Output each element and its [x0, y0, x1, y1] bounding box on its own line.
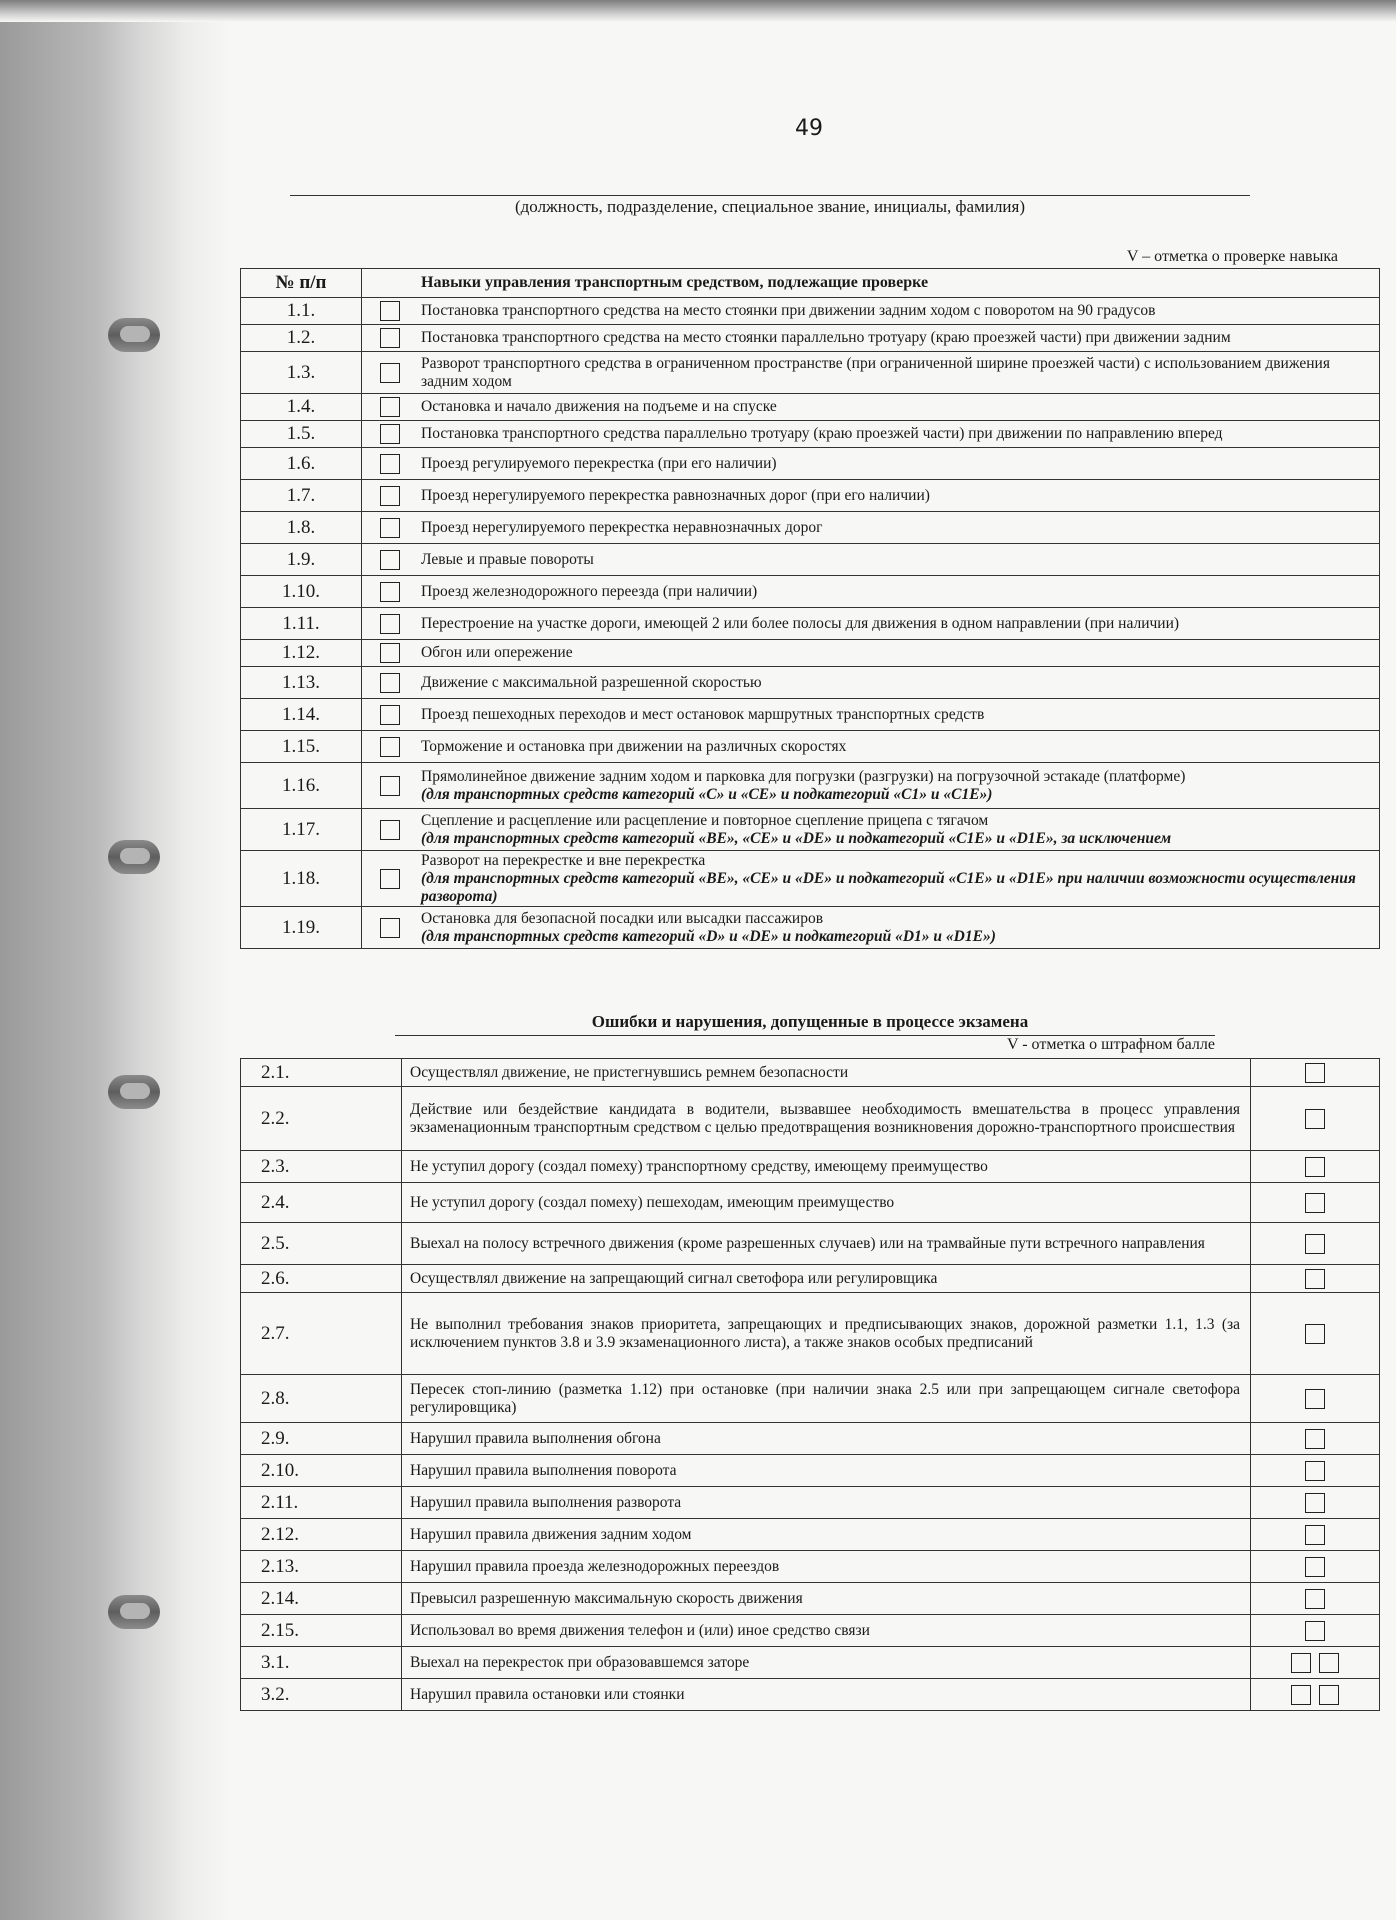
- skill-row: [241, 809, 1380, 851]
- penalty-box-cell: [1251, 1223, 1380, 1265]
- penalty-checkbox[interactable]: [1291, 1653, 1311, 1673]
- error-row: [241, 1487, 1380, 1519]
- penalty-box-cell: [1251, 1265, 1380, 1293]
- skill-subtext: (для транспортных средств категорий «С» и «СЕ» и подкатегорий «С1» и «С1Е»): [421, 785, 993, 803]
- error-row: [241, 1293, 1380, 1375]
- error-row: [241, 1223, 1380, 1265]
- skill-checkbox-cell: [362, 544, 418, 576]
- penalty-checkbox[interactable]: [1305, 1234, 1325, 1254]
- skill-number: 1.15.: [241, 731, 362, 763]
- skill-description: [417, 394, 1380, 421]
- penalty-box-cell: [1251, 1647, 1380, 1679]
- skill-row: [241, 907, 1380, 949]
- skill-checkbox[interactable]: [380, 614, 400, 634]
- error-number: 2.10.: [241, 1455, 402, 1487]
- binder-ring: [108, 1075, 160, 1109]
- skill-checkbox[interactable]: [380, 301, 400, 321]
- skills-table-body: [241, 298, 1380, 949]
- skill-number: 1.9.: [241, 544, 362, 576]
- skill-checkbox-cell: [362, 421, 418, 448]
- errors-legend: V - отметка о штрафном балле: [395, 1035, 1215, 1054]
- error-number: 2.1.: [241, 1059, 402, 1087]
- penalty-box-cell: [1251, 1059, 1380, 1087]
- skill-description: [417, 512, 1380, 544]
- skill-text: Левые и правые повороты: [421, 550, 594, 568]
- skill-description: [417, 352, 1380, 394]
- skill-text: Перестроение на участке дороги, имеющей 2 или более полосы для движения в одном направлении (при наличии): [421, 614, 1180, 632]
- scan-top-edge: [0, 0, 1396, 22]
- skill-description: [417, 421, 1380, 448]
- page-number: 49: [795, 116, 823, 141]
- penalty-checkbox[interactable]: [1305, 1589, 1325, 1609]
- skill-description: [417, 640, 1380, 667]
- binder-ring: [108, 840, 160, 874]
- skill-text: Прямолинейное движение задним ходом и парковка для погрузки (разгрузки) на погрузочной эстакаде (платформе): [421, 767, 1186, 785]
- skill-description: [417, 763, 1380, 809]
- error-number: 2.3.: [241, 1151, 402, 1183]
- skill-checkbox-cell: [362, 731, 418, 763]
- skill-checkbox-cell: [362, 448, 418, 480]
- skill-number: 1.14.: [241, 699, 362, 731]
- skill-number: 1.1.: [241, 298, 362, 325]
- skill-checkbox-cell: [362, 640, 418, 667]
- penalty-box-cell: [1251, 1679, 1380, 1711]
- checkbox-col-header: [362, 269, 418, 298]
- skill-checkbox[interactable]: [380, 582, 400, 602]
- error-number: 2.12.: [241, 1519, 402, 1551]
- skill-text: Постановка транспортного средства на место стоянки параллельно тротуару (краю проезжей части) при движении задним: [421, 329, 1231, 346]
- skill-checkbox[interactable]: [380, 397, 400, 417]
- skill-text: Обгон или опережение: [421, 644, 573, 661]
- skill-row: [241, 421, 1380, 448]
- skill-row: [241, 608, 1380, 640]
- skill-row: [241, 480, 1380, 512]
- skill-checkbox[interactable]: [380, 550, 400, 570]
- skill-text: Сцепление и расцепление или расцепление и повторное сцепление прицепа с тягачом: [421, 811, 989, 829]
- skill-checkbox[interactable]: [380, 737, 400, 757]
- skill-row: [241, 763, 1380, 809]
- error-description: Выехал на перекресток при образовавшемся заторе: [402, 1647, 1251, 1679]
- skill-text: Остановка для безопасной посадки или высадки пассажиров: [421, 909, 824, 927]
- skill-checkbox-cell: [362, 480, 418, 512]
- error-row: [241, 1183, 1380, 1223]
- penalty-checkbox[interactable]: [1305, 1621, 1325, 1641]
- skill-text: Проезд пешеходных переходов и мест остановок маршрутных транспортных средств: [421, 705, 985, 723]
- penalty-checkbox[interactable]: [1319, 1653, 1339, 1673]
- skill-number: 1.3.: [241, 352, 362, 394]
- skill-checkbox[interactable]: [380, 820, 400, 840]
- error-description: Нарушил правила выполнения обгона: [402, 1423, 1251, 1455]
- skill-checkbox[interactable]: [380, 869, 400, 889]
- skill-checkbox[interactable]: [380, 918, 400, 938]
- skill-checkbox-cell: [362, 851, 418, 907]
- error-description: Нарушил правила выполнения разворота: [402, 1487, 1251, 1519]
- skill-text: Проезд регулируемого перекрестка (при его наличии): [421, 454, 777, 472]
- error-row: [241, 1679, 1380, 1711]
- skill-checkbox[interactable]: [380, 776, 400, 796]
- error-number: 2.7.: [241, 1293, 402, 1375]
- signature-line: [290, 195, 1250, 196]
- skill-number: 1.8.: [241, 512, 362, 544]
- skill-row: [241, 448, 1380, 480]
- skills-table: [240, 268, 1380, 949]
- error-description: Превысил разрешенную максимальную скорость движения: [402, 1583, 1251, 1615]
- skill-row: [241, 325, 1380, 352]
- error-row: [241, 1151, 1380, 1183]
- skill-description: [417, 851, 1380, 907]
- penalty-checkbox[interactable]: [1319, 1685, 1339, 1705]
- penalty-box-cell: [1251, 1551, 1380, 1583]
- skill-text: Разворот транспортного средства в ограниченном пространстве (при ограниченной ширине проезжей части) с использованием движения задним ходом: [421, 354, 1330, 390]
- skill-text: Остановка и начало движения на подъеме и на спуске: [421, 398, 777, 415]
- error-number: 3.1.: [241, 1647, 402, 1679]
- penalty-box-cell: [1251, 1583, 1380, 1615]
- skill-checkbox-cell: [362, 394, 418, 421]
- penalty-box-cell: [1251, 1455, 1380, 1487]
- skill-description: [417, 608, 1380, 640]
- errors-table: [240, 1058, 1380, 1711]
- errors-table-body: [241, 1059, 1380, 1711]
- error-row: [241, 1059, 1380, 1087]
- signature-caption: (должность, подразделение, специальное звание, инициалы, фамилия): [514, 197, 1026, 216]
- penalty-checkbox[interactable]: [1305, 1193, 1325, 1213]
- skill-subtext: (для транспортных средств категорий «ВЕ», «СЕ» и «DE» и подкатегорий «С1Е» и «D1E» при наличии возможности осуществления разворота): [421, 869, 1356, 905]
- skill-description: [417, 298, 1380, 325]
- skill-number: 1.12.: [241, 640, 362, 667]
- skill-checkbox[interactable]: [380, 454, 400, 474]
- skill-checkbox[interactable]: [380, 363, 400, 383]
- skill-row: [241, 544, 1380, 576]
- skill-checkbox-cell: [362, 512, 418, 544]
- skill-number: 1.4.: [241, 394, 362, 421]
- skill-text: Торможение и остановка при движении на различных скоростях: [421, 737, 847, 755]
- penalty-checkbox[interactable]: [1305, 1429, 1325, 1449]
- penalty-box-cell: [1251, 1423, 1380, 1455]
- col-title-header: Навыки управления транспортным средством, подлежащие проверке: [417, 269, 1380, 298]
- error-description: Нарушил правила остановки или стоянки: [402, 1679, 1251, 1711]
- error-row: [241, 1455, 1380, 1487]
- skill-row: [241, 394, 1380, 421]
- skill-description: [417, 699, 1380, 731]
- skill-checkbox[interactable]: [380, 643, 400, 663]
- skill-number: 1.2.: [241, 325, 362, 352]
- error-number: 2.15.: [241, 1615, 402, 1647]
- skill-description: [417, 731, 1380, 763]
- error-description: Пересек стоп-линию (разметка 1.12) при остановке (при наличии знака 2.5 или при запрещающем сигнале светофора регулировщика): [402, 1375, 1251, 1423]
- penalty-checkbox[interactable]: [1305, 1461, 1325, 1481]
- penalty-checkbox[interactable]: [1305, 1324, 1325, 1344]
- skill-row: [241, 667, 1380, 699]
- penalty-checkbox[interactable]: [1305, 1109, 1325, 1129]
- skill-checkbox[interactable]: [380, 673, 400, 693]
- penalty-checkbox[interactable]: [1291, 1685, 1311, 1705]
- skill-row: [241, 731, 1380, 763]
- error-description: Нарушил правила движения задним ходом: [402, 1519, 1251, 1551]
- skill-text: Проезд нерегулируемого перекрестка равнозначных дорог (при его наличии): [421, 486, 930, 504]
- error-row: [241, 1265, 1380, 1293]
- skill-subtext: (для транспортных средств категорий «ВЕ», «СЕ» и «DE» и подкатегорий «С1Е» и «D1E», за исключением: [421, 829, 1172, 847]
- skill-text: Постановка транспортного средства на место стоянки при движении задним ходом с поворотом на 90 градусов: [421, 302, 1156, 319]
- error-row: [241, 1647, 1380, 1679]
- penalty-checkbox[interactable]: [1305, 1063, 1325, 1083]
- skill-number: 1.17.: [241, 809, 362, 851]
- error-number: 2.2.: [241, 1087, 402, 1151]
- error-number: 2.6.: [241, 1265, 402, 1293]
- skill-description: [417, 448, 1380, 480]
- skill-checkbox-cell: [362, 699, 418, 731]
- error-description: Нарушил правила проезда железнодорожных переездов: [402, 1551, 1251, 1583]
- skill-checkbox-cell: [362, 907, 418, 949]
- skill-row: [241, 352, 1380, 394]
- skill-checkbox-cell: [362, 667, 418, 699]
- error-row: [241, 1583, 1380, 1615]
- skill-checkbox-cell: [362, 298, 418, 325]
- error-row: [241, 1375, 1380, 1423]
- skill-checkbox-cell: [362, 352, 418, 394]
- error-description: Не уступил дорогу (создал помеху) транспортному средству, имеющему преимущество: [402, 1151, 1251, 1183]
- skill-text: Проезд нерегулируемого перекрестка неравнозначных дорог: [421, 518, 823, 536]
- skill-number: 1.19.: [241, 907, 362, 949]
- skill-description: [417, 667, 1380, 699]
- penalty-box-cell: [1251, 1151, 1380, 1183]
- penalty-checkbox[interactable]: [1305, 1557, 1325, 1577]
- error-description: Не уступил дорогу (создал помеху) пешеходам, имеющим преимущество: [402, 1183, 1251, 1223]
- skill-description: [417, 907, 1380, 949]
- skill-row: [241, 512, 1380, 544]
- error-description: Действие или бездействие кандидата в водители, вызвавшее необходимость вмешательства в процесс управления экзаменационным транспортным средством с целью предотвращения возникновения дорожно-транспортного происшествия: [402, 1087, 1251, 1151]
- skill-row: [241, 851, 1380, 907]
- error-number: 2.9.: [241, 1423, 402, 1455]
- penalty-checkbox[interactable]: [1305, 1157, 1325, 1177]
- error-number: 3.2.: [241, 1679, 402, 1711]
- penalty-box-cell: [1251, 1487, 1380, 1519]
- penalty-checkbox[interactable]: [1305, 1389, 1325, 1409]
- error-description: Использовал во время движения телефон и (или) иное средство связи: [402, 1615, 1251, 1647]
- error-row: [241, 1087, 1380, 1151]
- error-row: [241, 1551, 1380, 1583]
- penalty-checkbox[interactable]: [1305, 1493, 1325, 1513]
- skill-checkbox[interactable]: [380, 328, 400, 348]
- skill-number: 1.13.: [241, 667, 362, 699]
- skill-number: 1.16.: [241, 763, 362, 809]
- skill-row: [241, 298, 1380, 325]
- error-row: [241, 1615, 1380, 1647]
- skills-table-header: [241, 269, 1380, 298]
- skill-number: 1.10.: [241, 576, 362, 608]
- skill-row: [241, 640, 1380, 667]
- skill-text: Движение с максимальной разрешенной скоростью: [421, 673, 762, 691]
- skills-legend: V – отметка о проверке навыка: [1126, 248, 1338, 265]
- skill-subtext: (для транспортных средств категорий «D» и «DE» и подкатегорий «D1» и «D1E»): [421, 927, 996, 945]
- skill-checkbox[interactable]: [380, 424, 400, 444]
- error-description: Нарушил правила выполнения поворота: [402, 1455, 1251, 1487]
- skill-row: [241, 576, 1380, 608]
- skill-text: Разворот на перекрестке и вне перекрестка: [421, 851, 706, 869]
- skill-description: [417, 544, 1380, 576]
- error-number: 2.14.: [241, 1583, 402, 1615]
- error-row: [241, 1519, 1380, 1551]
- skill-checkbox-cell: [362, 809, 418, 851]
- skill-checkbox[interactable]: [380, 486, 400, 506]
- error-description: Осуществлял движение на запрещающий сигнал светофора или регулировщика: [402, 1265, 1251, 1293]
- skill-number: 1.11.: [241, 608, 362, 640]
- skill-description: [417, 480, 1380, 512]
- error-number: 2.13.: [241, 1551, 402, 1583]
- error-number: 2.11.: [241, 1487, 402, 1519]
- error-number: 2.8.: [241, 1375, 402, 1423]
- error-description: Выехал на полосу встречного движения (кроме разрешенных случаев) или на трамвайные пути встречного направления: [402, 1223, 1251, 1265]
- skill-description: [417, 576, 1380, 608]
- skill-checkbox-cell: [362, 608, 418, 640]
- penalty-box-cell: [1251, 1519, 1380, 1551]
- binder-ring: [108, 1595, 160, 1629]
- skill-text: Проезд железнодорожного переезда (при наличии): [421, 582, 758, 600]
- skill-description: [417, 325, 1380, 352]
- penalty-checkbox[interactable]: [1305, 1269, 1325, 1289]
- skill-checkbox[interactable]: [380, 518, 400, 538]
- error-number: 2.4.: [241, 1183, 402, 1223]
- errors-section-title: Ошибки и нарушения, допущенные в процессе экзамена: [591, 1012, 1029, 1031]
- skill-row: [241, 699, 1380, 731]
- penalty-box-cell: [1251, 1087, 1380, 1151]
- penalty-box-cell: [1251, 1293, 1380, 1375]
- skill-checkbox-cell: [362, 576, 418, 608]
- error-row: [241, 1423, 1380, 1455]
- penalty-checkbox[interactable]: [1305, 1525, 1325, 1545]
- skill-number: 1.5.: [241, 421, 362, 448]
- error-description: Осуществлял движение, не пристегнувшись ремнем безопасности: [402, 1059, 1251, 1087]
- penalty-box-cell: [1251, 1183, 1380, 1223]
- skill-checkbox-cell: [362, 325, 418, 352]
- skill-text: Постановка транспортного средства параллельно тротуару (краю проезжей части) при движении по направлению вперед: [421, 425, 1223, 442]
- binding-shadow: [0, 0, 230, 1920]
- error-number: 2.5.: [241, 1223, 402, 1265]
- col-num-header: № п/п: [241, 269, 362, 298]
- skill-number: 1.7.: [241, 480, 362, 512]
- penalty-box-cell: [1251, 1375, 1380, 1423]
- binder-ring: [108, 318, 160, 352]
- skill-number: 1.6.: [241, 448, 362, 480]
- skill-description: [417, 809, 1380, 851]
- skill-checkbox-cell: [362, 763, 418, 809]
- skill-checkbox[interactable]: [380, 705, 400, 725]
- error-description: Не выполнил требования знаков приоритета, запрещающих и предписывающих знаков, дорожной разметки 1.1, 1.3 (за исключением пунктов 3.8 и 3.9 экзаменационного листа), а также знаков особых предписаний: [402, 1293, 1251, 1375]
- skill-number: 1.18.: [241, 851, 362, 907]
- penalty-box-cell: [1251, 1615, 1380, 1647]
